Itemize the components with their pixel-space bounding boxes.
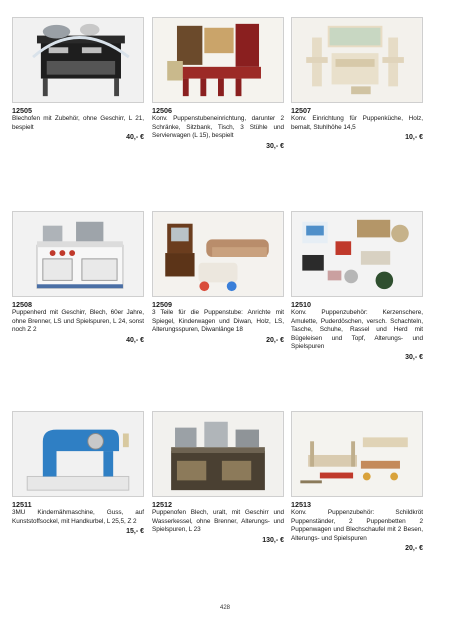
photo-lot-12511 xyxy=(12,411,144,497)
lot-number: 12509 xyxy=(152,300,172,309)
photo-lot-12507 xyxy=(291,17,423,103)
lot-number: 12510 xyxy=(291,300,311,309)
photo-lot-12510 xyxy=(291,211,423,297)
lot-description: 3 Teile für die Puppenstube: Anrichte mit Spiegel, Kinderwagen und Diwan, Holz, LS, Alterungsspuren, Diwanlänge 18 xyxy=(152,309,284,334)
photo-lot-12509 xyxy=(152,211,284,297)
lot-price: 40,- € xyxy=(126,336,144,344)
lot-12511 xyxy=(12,500,144,536)
lot-price: 30,- € xyxy=(266,142,284,150)
lot-description: 3MU Kindernähmaschine, Guss, auf Kunststoffsockel, mit Handkurbel, L 25,5, Z 2 xyxy=(12,509,144,525)
lot-description: Puppenherd mit Geschirr, Blech, 60er Jahre, ohne Brenner, LS und Spielspuren, L 24, sonst noch Z 2 xyxy=(12,309,144,334)
lot-12513 xyxy=(291,500,423,553)
photo-lot-12513 xyxy=(291,411,423,497)
lot-description: Konv. Einrichtung für Puppenküche, Holz, bemalt, Stuhlhöhe 14,5 xyxy=(291,115,423,131)
photo-lot-12505 xyxy=(12,17,144,103)
lot-12512 xyxy=(152,500,284,545)
lot-description: Konv. Puppenstubeneinrichtung, darunter 2 Schränke, Sitzbank, Tisch, 3 Stühle und Servierwagen (L 15), bespielt xyxy=(152,115,284,140)
lot-12510 xyxy=(291,300,423,362)
lot-number: 12511 xyxy=(12,500,32,509)
lot-number: 12512 xyxy=(152,500,172,509)
lot-price: 40,- € xyxy=(126,134,144,142)
lot-price: 15,- € xyxy=(126,528,144,536)
lot-12505 xyxy=(12,106,144,142)
lot-number: 12505 xyxy=(12,106,32,115)
lot-price: 30,- € xyxy=(405,353,423,361)
lot-description: Konv. Puppenzubehör: Kerzenschere, Amulette, Puderdöschen, versch. Schachteln, Tasche, Schuhe, Rassel und Herd mit Bügeleisen und Topf, Alterungs- und Spielspuren xyxy=(291,309,423,351)
lot-12509 xyxy=(152,300,284,345)
page-number: 428 xyxy=(219,605,230,611)
photo-lot-12512 xyxy=(152,411,284,497)
lot-description: Puppenofen Blech, uralt, mit Geschirr und Wasserkessel, ohne Brenner, Alterungs- und Spielspuren, L 23 xyxy=(152,509,284,534)
lot-number: 12506 xyxy=(152,106,172,115)
lot-12506 xyxy=(152,106,284,151)
lot-price: 10,- € xyxy=(405,134,423,142)
lot-number: 12508 xyxy=(12,300,32,309)
lot-number: 12507 xyxy=(291,106,311,115)
photo-lot-12506 xyxy=(152,17,284,103)
lot-price: 130,- € xyxy=(262,536,284,544)
lot-price: 20,- € xyxy=(266,336,284,344)
lot-price: 20,- € xyxy=(405,545,423,553)
lot-description: Blechofen mit Zubehör, ohne Geschirr, L 21, bespielt xyxy=(12,115,144,131)
photo-lot-12508 xyxy=(12,211,144,297)
lot-12507 xyxy=(291,106,423,142)
lot-number: 12513 xyxy=(291,500,311,509)
lot-12508 xyxy=(12,300,144,345)
lot-description: Konv. Puppenzubehör: Schildkröt Puppenständer, 2 Puppenbetten 2 Puppenwagen und Blechschaufel mit 2 Besen, Alterungs- und Spielspuren xyxy=(291,509,423,542)
